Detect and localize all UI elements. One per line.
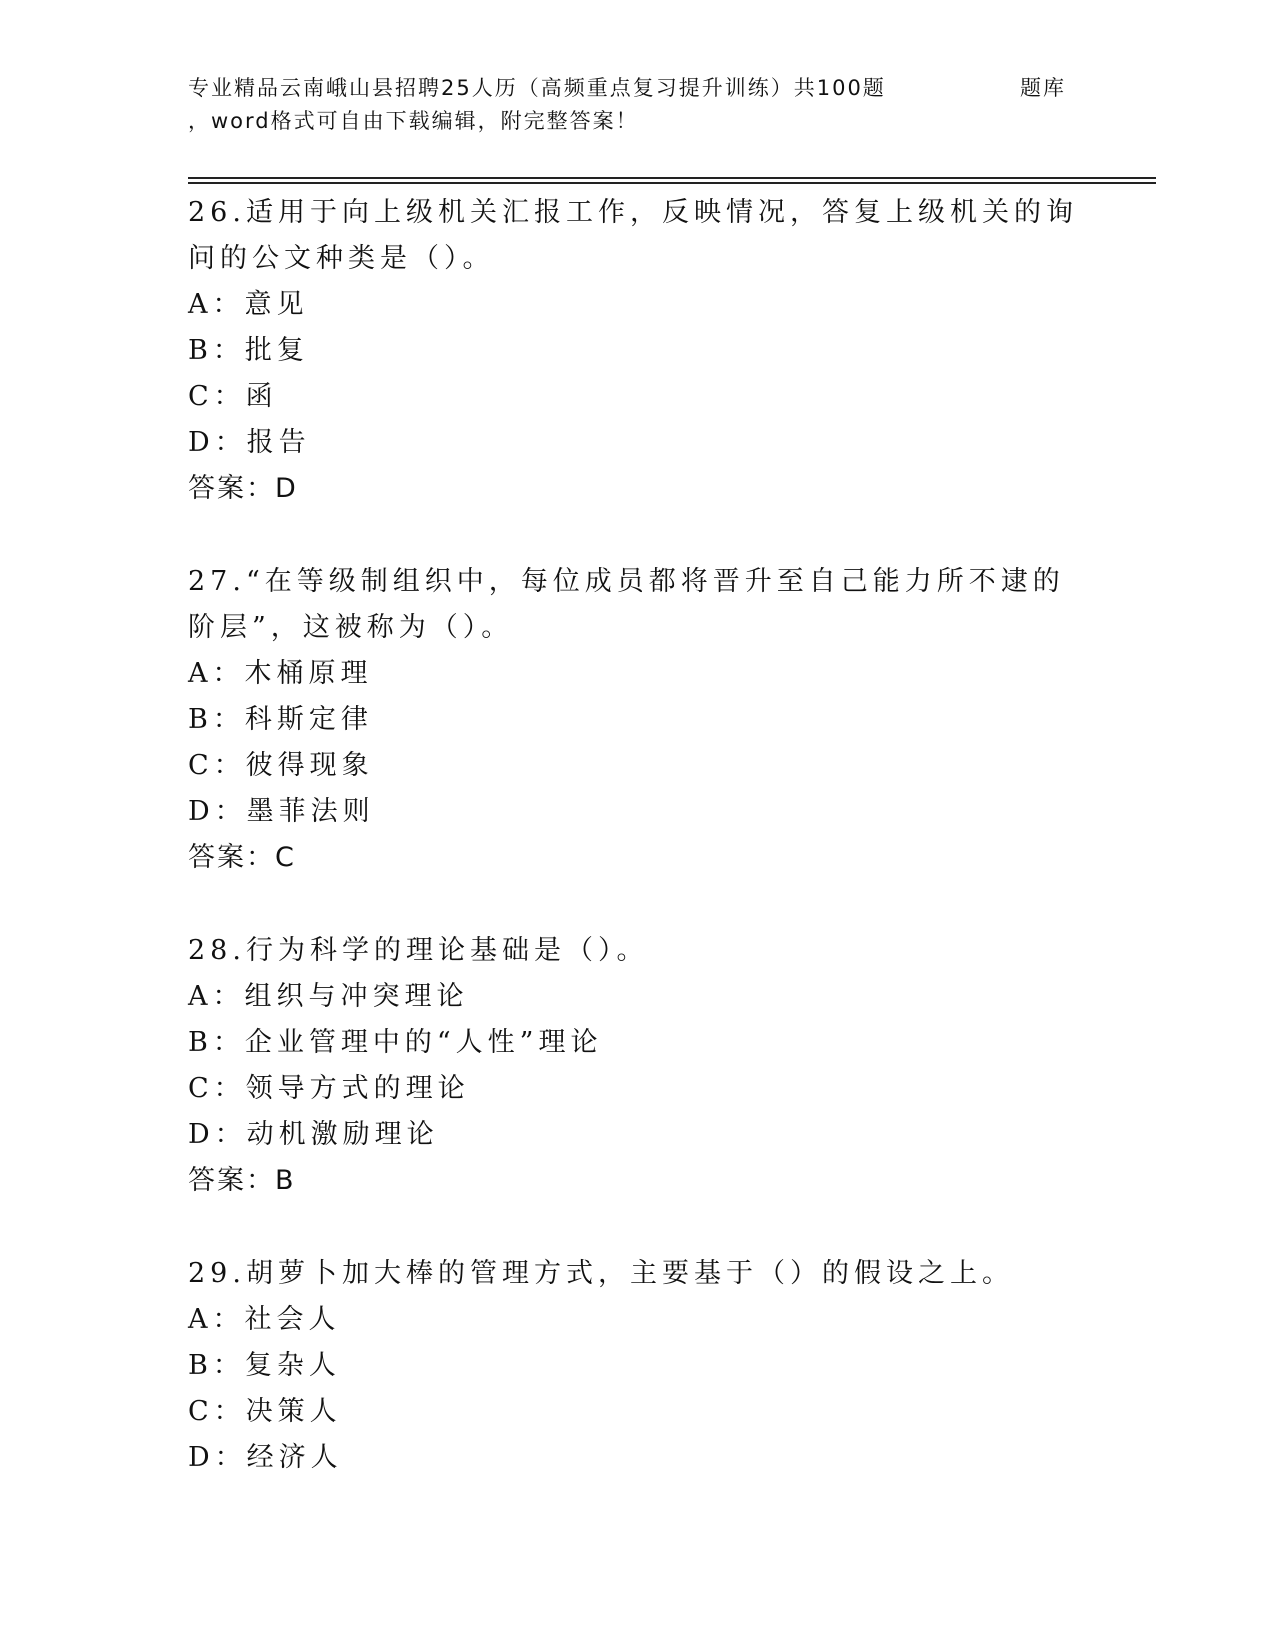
question-stem: 29.胡萝卜加大棒的管理方式，主要基于（）的假设之上。 — [188, 1258, 1014, 1289]
document-header — [188, 72, 1068, 138]
header-divider-bottom — [188, 182, 1156, 184]
option-b: B：批复 — [188, 335, 309, 366]
question-27 — [188, 559, 1088, 881]
option-a: A：意见 — [188, 289, 309, 320]
question-28 — [188, 928, 1088, 1204]
answer: 答案：D — [188, 473, 298, 504]
option-b: B：科斯定律 — [188, 704, 373, 735]
answer: 答案：C — [188, 842, 296, 873]
option-d: D：经济人 — [188, 1442, 343, 1473]
question-stem: 28.行为科学的理论基础是（）。 — [188, 935, 649, 966]
option-c: C：函 — [188, 381, 278, 412]
option-d: D：动机激励理论 — [188, 1119, 439, 1150]
option-d: D：报告 — [188, 427, 311, 458]
option-b: B：企业管理中的“人性”理论 — [188, 1027, 603, 1058]
header-title-suffix: 题库 — [1020, 76, 1066, 100]
option-a: A：组织与冲突理论 — [188, 981, 469, 1012]
question-stem: 27.“在等级制组织中，每位成员都将晋升至自己能力所不逮的阶层”，这被称为（）。 — [188, 566, 1065, 643]
question-stem: 26.适用于向上级机关汇报工作，反映情况，答复上级机关的询问的公文种类是（）。 — [188, 197, 1078, 274]
option-c: C：领导方式的理论 — [188, 1073, 470, 1104]
question-26 — [188, 190, 1088, 512]
header-subtitle: ，word格式可自由下载编辑，附完整答案！ — [188, 109, 639, 133]
option-c: C：彼得现象 — [188, 750, 374, 781]
header-divider-top — [188, 177, 1156, 179]
option-a: A：社会人 — [188, 1304, 341, 1335]
option-a: A：木桶原理 — [188, 658, 373, 689]
header-title: 专业精品云南峨山县招聘25人历（高频重点复习提升训练）共100题 — [188, 76, 886, 100]
header-line-1 — [188, 72, 1068, 105]
option-c: C：决策人 — [188, 1396, 342, 1427]
answer: 答案：B — [188, 1165, 296, 1196]
option-b: B：复杂人 — [188, 1350, 341, 1381]
question-list — [188, 190, 1088, 1528]
option-d: D：墨菲法则 — [188, 796, 375, 827]
question-29 — [188, 1251, 1088, 1481]
